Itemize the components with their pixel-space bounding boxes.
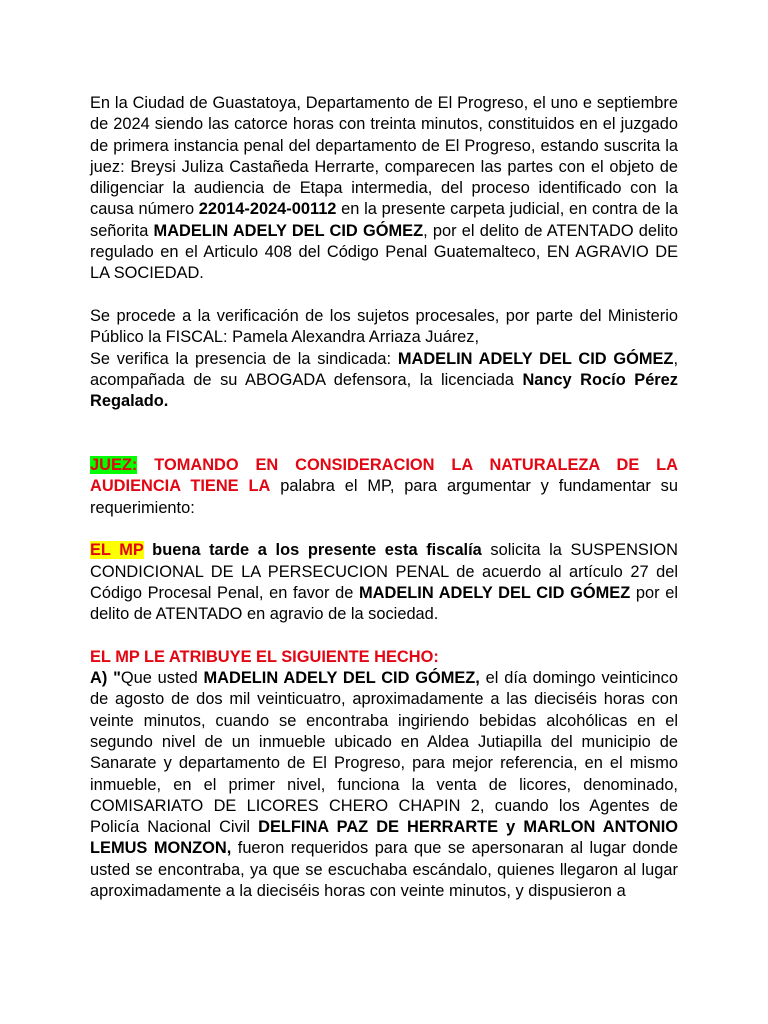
spacer (90, 412, 678, 455)
paragraph-verification-defendant (90, 349, 678, 413)
facts-text-2: el día domingo veinticinco de agosto de dos mil veinticuatro, aproximadamente a las dieciséis horas con veinte minutos, cuando se encontraba ingiriendo bebidas alcohólicas en el segundo nivel de un inmueble ubicado en Aldea Jutiapilla del municipio de Sanarate y departamento de El Progreso, para mejor referencia, en el mismo inmueble, en el primer nivel, funciona la venta de licores, denominado, COMISARIATO DE LICORES CHERO CHAPIN 2, cuando los Agentes de Policía Nacional Civil (90, 669, 678, 837)
spacer (90, 519, 678, 540)
verification-text-2: Se verifica la presencia de la sindicada: (90, 349, 398, 368)
judge-text: palabra el MP, para argumentar y fundamentar su requerimiento: (90, 477, 678, 517)
judge-label: JUEZ: (90, 456, 138, 475)
defense-lawyer-name: Nancy Rocío Pérez Regalado. (90, 370, 678, 411)
mp-text: solicita la SUSPENSION CONDICIONAL DE LA PERSECUCION PENAL de acuerdo al artículo 27 del Código Procesal Penal, en favor de (90, 541, 679, 602)
defendant-name: MADELIN ADELY DEL CID GÓMEZ (397, 349, 674, 368)
mp-text-2: por el delito de ATENTADO en agravio de la sociedad. (90, 583, 679, 624)
facts-text-3: fueron requeridos para que se apersonaran al lugar donde usted se encontraba, ya que se escuchaba escándalo, quienes llegaron al lugar aproximadamente a la dieciséis horas con veinte minutos, y dispusieron a (90, 839, 678, 900)
paragraph-mp (90, 540, 678, 625)
facts-item-label: A) " (90, 669, 121, 688)
spacer (90, 285, 678, 306)
defendant-name: MADELIN ADELY DEL CID GÓMEZ (153, 221, 424, 240)
opening-text-2: en la presente carpeta judicial, en contra de la señorita (90, 200, 678, 240)
defendant-name: MADELIN ADELY DEL CID GÓMEZ (359, 583, 631, 602)
facts-text: Que usted (120, 669, 204, 688)
facts-heading: EL MP LE ATRIBUYE EL SIGUIENTE HECHO: (90, 647, 439, 666)
paragraph-judge (90, 455, 678, 519)
opening-text-3: , por el delito de ATENTADO delito regulado en el Articulo 408 del Código Penal Guatemalteco, EN AGRAVIO DE LA SOCIEDAD. (90, 221, 678, 283)
paragraph-opening (90, 93, 678, 285)
verification-text: Se procede a la verificación de los sujetos procesales, por parte del Ministerio Público la FISCAL: Pamela Alexandra Arriaza Juárez, (90, 306, 678, 347)
spacer (90, 625, 678, 646)
judge-statement: TOMANDO EN CONSIDERACION LA NATURALEZA DE LA AUDIENCIA TIENE LA (90, 456, 678, 496)
paragraph-facts (90, 668, 678, 902)
paragraph-verification-fiscal (90, 306, 678, 349)
mp-label: EL MP (90, 541, 144, 560)
verification-text-3: , acompañada de su ABOGADA defensora, la licenciada (90, 349, 678, 389)
mp-greeting: buena tarde a los presente esta fiscalía (143, 541, 482, 560)
opening-text: En la Ciudad de Guastatoya, Departamento de El Progreso, el uno e septiembre de 2024 siendo las catorce horas con treinta minutos, constituidos en el juzgado de primera instancia penal del departamento de El Progreso, estando suscrita la juez: Breysi Juliza Castañeda Herrarte, comparecen las partes con el objeto de diligenciar la audiencia de Etapa intermedia, del proceso identificado con la causa número (90, 94, 678, 219)
document-page (90, 93, 678, 902)
defendant-name: MADELIN ADELY DEL CID GÓMEZ, (203, 669, 480, 688)
case-number: 22014-2024-00112 (198, 200, 337, 219)
police-agents-names: DELFINA PAZ DE HERRARTE y MARLON ANTONIO LEMUS MONZON, (90, 818, 679, 858)
